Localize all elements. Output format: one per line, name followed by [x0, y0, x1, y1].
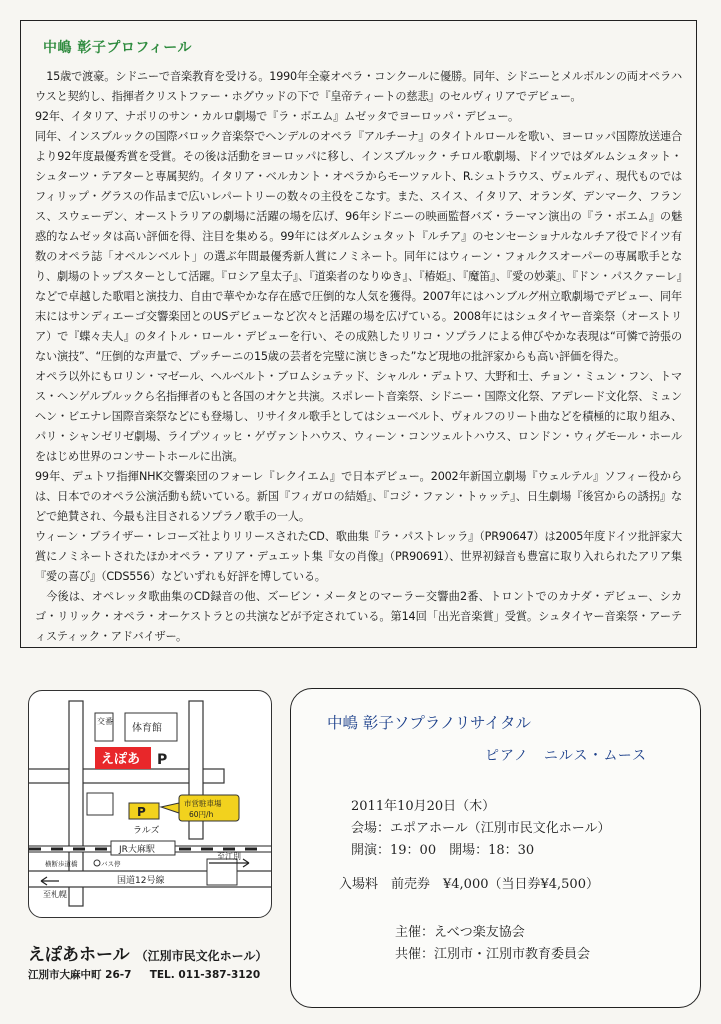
map-drawing — [29, 691, 272, 918]
profile-body — [35, 67, 682, 647]
hall-tel: TEL. 011-387-3120 — [149, 969, 261, 981]
access-map — [28, 690, 272, 918]
profile-paragraph: オペラ以外にもロリン・マゼール、ヘルベルト・ブロムシュテッド、シャルル・デュトワ、大野和士、チョン・ミュン・フン、トマス・ヘンゲルブルックら名指揮者のもと各国のオケと共演。スポレート音楽祭、シドニー・国際文化祭、アデレード文化祭、ミュンヘン・ビエナレ国際音楽祭などにも登場し、リサイタル歌手としてはシューベルト、ヴォルフのリート曲などを積極的に取り組み、パリ・シャンゼリゼ劇場、ライプツィッヒ・ゲヴァントハウス、ウィーン・コンツェルトハウス、ロンドン・ウィグモール・ホールをはじめ世界のコンサートホールに出演。 — [35, 370, 682, 463]
recital-times: 開演：19：00 開場：18：30 — [351, 843, 535, 858]
hall-name-main: えぽあホール — [28, 945, 130, 965]
profile-section — [20, 20, 697, 648]
gym-label: 体育館 — [132, 723, 162, 734]
profile-title: 中嶋 彰子プロフィール — [43, 40, 192, 56]
station-label: JR大麻駅 — [119, 845, 155, 855]
hall-name-sub: （江別市民文化ホール） — [135, 949, 268, 963]
profile-paragraph: 99年、デュトワ指揮NHK交響楽団のフォーレ『レクイエム』で日本デビュー。2002年新国立劇場『ウェルテル』ソフィー役からは、日本でのオペラ公演活動も続いている。新国『フィガロの結婚』、『コジ・ファン・トゥッテ』、日生劇場『後宮からの誘拐』などで絶賛され、今最も注目されるソプラノ歌手の一人。 — [35, 470, 682, 523]
profile-paragraph: ウィーン・ブライザー・レコーズ社よりリリースされたCD、歌曲集『ラ・パストレッラ』（PR90647）は2005年度ドイツ批評家大賞にノミネートされたほかオペラ・アリア・デュエット集『女の肖像』（PR90691）、世界初録音も豊富に取り入れられたアリア集『愛の喜び』（CDS556）などいずれも好評を博している。 — [35, 530, 682, 583]
parking-p-label: P — [157, 752, 168, 768]
profile-paragraph: 同年、インスブルックの国際バロック音楽祭でヘンデルのオペラ『アルチーナ』のタイトルロールを歌い、ヨーロッパ国際放送連合より92年度最優秀賞を受賞。その後は活動をヨーロッパに移し、インスブルック・チロル歌劇場、ドイツではダルムシュタット・シュターツ・テアターと専属契約。イタリア・ベルカント・オペラからモーツァルト、R.シュトラウス、ヴェルディ、現代ものではフィリップ・グラスの作品まで広いレパートリーの数々の主役をこなす。また、スイス、イタリア、オランダ、デンマーク、フランス、スウェーデン、オーストラリアの劇場に活躍の場を広げ、96年シドニーの映画監督バズ・ラーマン演出の『ラ・ボエム』の魅惑的なムゼッタは高い評価を得、注目を集める。99年にはダルムシュタット『ルチア』のセンセーショナルなルチア役でドイツ有数のオペラ誌「オペルンベルト」の選ぶ年間最優秀新人賞にノミネート。同年にはウィーン・フォルクスオーパーの専属歌手となり、劇場のトップスターとして活躍。『ロシア皇太子』、『道楽者のなりゆき』、『椿姫』、『魔笛』、『愛の妙薬』、『ドン・パスクァーレ』などで卓越した歌唱と演技力、自由で華やかな存在感で圧倒的な人気を獲得。2007年にはハンブルグ州立歌劇場でデビュー、同年末にはサンディエーゴ交響楽団とのUSデビューなど次々と活躍の場を広げている。2008年にはシュタイヤー音楽祭（オーストリア）で『蝶々夫人』のタイトル・ロール・デビューを行い、その成熟したリリコ・ソプラノによる伸びやかな表現は“可憐で誇張のない演技”、“圧倒的な声量で、プッチーニの15歳の芸者を完璧に演じきった”など現地の批評家からも高い評価を得た。 — [35, 130, 682, 363]
police-label: 交番 — [97, 717, 113, 726]
recital-info — [290, 688, 701, 1008]
hall-address-line — [28, 967, 260, 982]
to-sapporo-label: 至札幌 — [43, 890, 67, 899]
recital-organizer: 主催：えべつ楽友協会 — [395, 925, 525, 940]
city-parking-label: 市営駐車場 — [184, 799, 222, 808]
to-ebetsu-label: 至江別 — [217, 852, 241, 861]
parking-fee-label: 60円/h — [189, 810, 214, 819]
recital-sponsor: 共催：江別市・江別市教育委員会 — [395, 947, 591, 962]
recital-title: 中嶋 彰子ソプラノリサイタル — [327, 714, 531, 732]
recital-piano: ピアノ ニルス・ムース — [485, 748, 648, 764]
ralz-label: ラルズ — [133, 826, 160, 836]
profile-paragraph: 92年、イタリア、ナポリのサン・カルロ劇場で『ラ・ボエム』ムゼッタでヨーロッパ・デビュー。 — [35, 110, 519, 123]
route-label: 国道12号線 — [117, 876, 165, 886]
profile-paragraph: 今後は、オペレッタ歌曲集のCD録音の他、ズービン・メータとのマーラー交響曲2番、トロントでのカナダ・デビュー、シカゴ・リリック・オペラ・オーケストラとの共演などが予定されている。第14回「出光音楽賞」受賞。シュタイヤー音楽祭・アーティスティック・アドバイザー。 — [35, 590, 682, 643]
small-block — [87, 793, 113, 815]
ralz-p-label: P — [137, 805, 146, 819]
recital-price: 入場料 前売券 ¥4,000（当日券¥4,500） — [339, 877, 599, 892]
bus-stop-label: バス停 — [101, 860, 121, 868]
profile-paragraph: 15歳で渡豪。シドニーで音楽教育を受ける。1990年全豪オペラ・コンクールに優勝。同年、シドニーとメルボルンの両オペラハウスと契約し、指揮者クリストファー・ホグウッドの下で『皇帝ティートの慈悲』のセルヴィリアでデビュー。 — [35, 70, 682, 103]
bus-stop-marker — [94, 860, 100, 866]
hall-address: 江別市大麻中町 26-7 — [28, 969, 132, 981]
recital-venue: 会場：エポアホール（江別市民文化ホール） — [351, 821, 611, 836]
recital-date: 2011年10月20日（木） — [351, 799, 496, 814]
hall-name — [28, 940, 267, 965]
venue-label: えぽあ — [101, 752, 141, 767]
crossing-label: 横断歩道橋 — [45, 860, 78, 868]
